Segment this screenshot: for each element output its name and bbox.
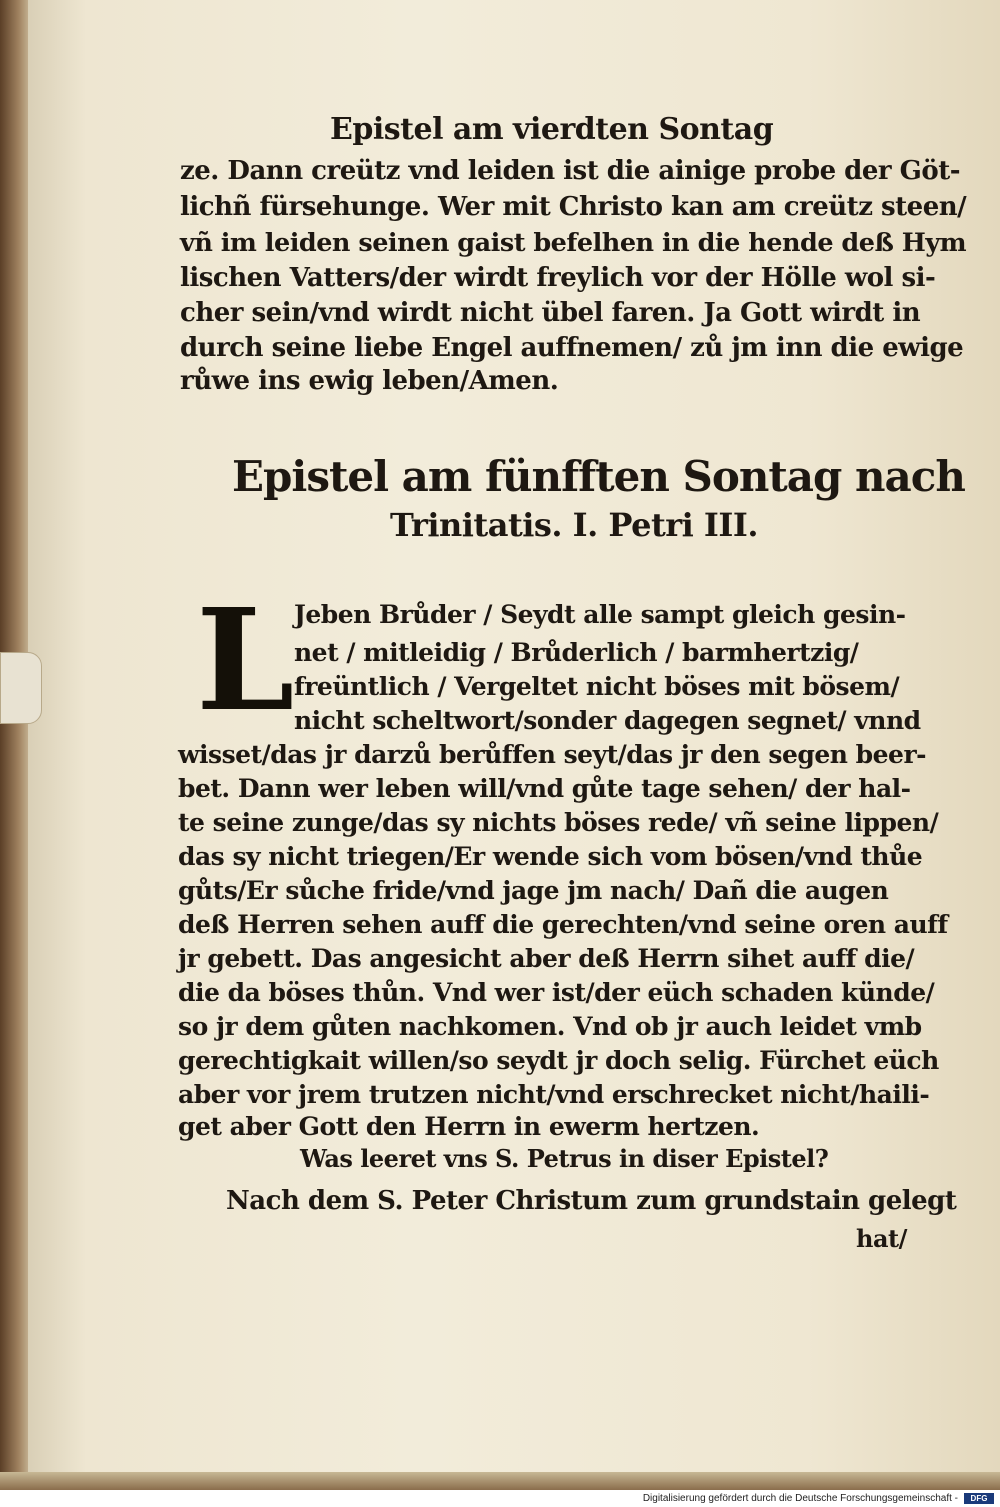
page-clip: [0, 652, 42, 724]
text-line: lischen Vatters/der wirdt freylich vor der Hölle wol si-: [180, 263, 936, 293]
section-title-line-2: Trinitatis. I. Petri III.: [390, 506, 758, 544]
question-heading: Was leeret vns S. Petrus in diser Epistel?: [300, 1144, 829, 1173]
text-line: net / mitleidig / Brůderlich / barmhertzig/: [294, 638, 859, 667]
footer-bar: [600, 1490, 1000, 1507]
text-line: aber vor jrem trutzen nicht/vnd erschrecket nicht/haili-: [178, 1080, 930, 1109]
text-line: deß Herren sehen auff die gerechten/vnd seine oren auff: [178, 910, 948, 939]
text-line: durch seine liebe Engel auffnemen/ zů jm inn die ewige: [180, 333, 964, 363]
text-line: gůts/Er sůche fride/vnd jage jm nach/ Dañ die augen: [178, 876, 889, 905]
text-line: Jeben Brůder / Seydt alle sampt gleich gesin-: [294, 600, 906, 629]
text-line: get aber Gott den Herrn in ewerm hertzen.: [178, 1112, 760, 1141]
funding-credit: Digitalisierung gefördert durch die Deutsche Forschungsgemeinschaft -: [642, 1493, 958, 1504]
text-line: cher sein/vnd wirdt nicht übel faren. Ja Gott wirdt in: [180, 298, 921, 328]
page-bottom-edge: [0, 1472, 1000, 1490]
running-header: Epistel am vierdten Sontag: [330, 112, 774, 147]
text-line: nicht scheltwort/sonder dagegen segnet/ vnnd: [294, 706, 921, 735]
text-line: das sy nicht triegen/Er wende sich vom bösen/vnd thůe: [178, 842, 923, 871]
book-page: [28, 0, 1000, 1478]
text-line: bet. Dann wer leben will/vnd gůte tage sehen/ der hal-: [178, 774, 911, 803]
text-line: gerechtigkait willen/so seydt jr doch selig. Fürchet eüch: [178, 1046, 939, 1075]
text-line: vñ im leiden seinen gaist befelhen in die hende deß Hym: [180, 228, 967, 258]
text-line: wisset/das jr darzů berůffen seyt/das jr den segen beer-: [178, 740, 927, 769]
text-line: die da böses thůn. Vnd wer ist/der eüch schaden künde/: [178, 978, 935, 1007]
text-line: freüntlich / Vergeltet nicht böses mit bösem/: [294, 672, 900, 701]
text-line: lichñ fürsehunge. Wer mit Christo kan am creütz steen/: [180, 192, 967, 222]
dfg-logo-icon: DFG: [964, 1493, 994, 1504]
catchword: hat/: [856, 1224, 907, 1253]
text-line: ze. Dann creütz vnd leiden ist die ainige probe der Göt-: [180, 156, 960, 186]
text-line: te seine zunge/das sy nichts böses rede/ vñ seine lippen/: [178, 808, 939, 837]
text-line: so jr dem gůten nachkomen. Vnd ob jr auch leidet vmb: [178, 1012, 922, 1041]
section-title-line-1: Epistel am fünfften Sontag nach: [232, 452, 965, 501]
decorated-initial: L: [196, 579, 295, 743]
text-line: růwe ins ewig leben/Amen.: [180, 366, 559, 396]
text-line: jr gebett. Das angesicht aber deß Herrn sihet auff die/: [178, 944, 915, 973]
answer-line: Nach dem S. Peter Christum zum grundstain gelegt: [226, 1186, 957, 1216]
